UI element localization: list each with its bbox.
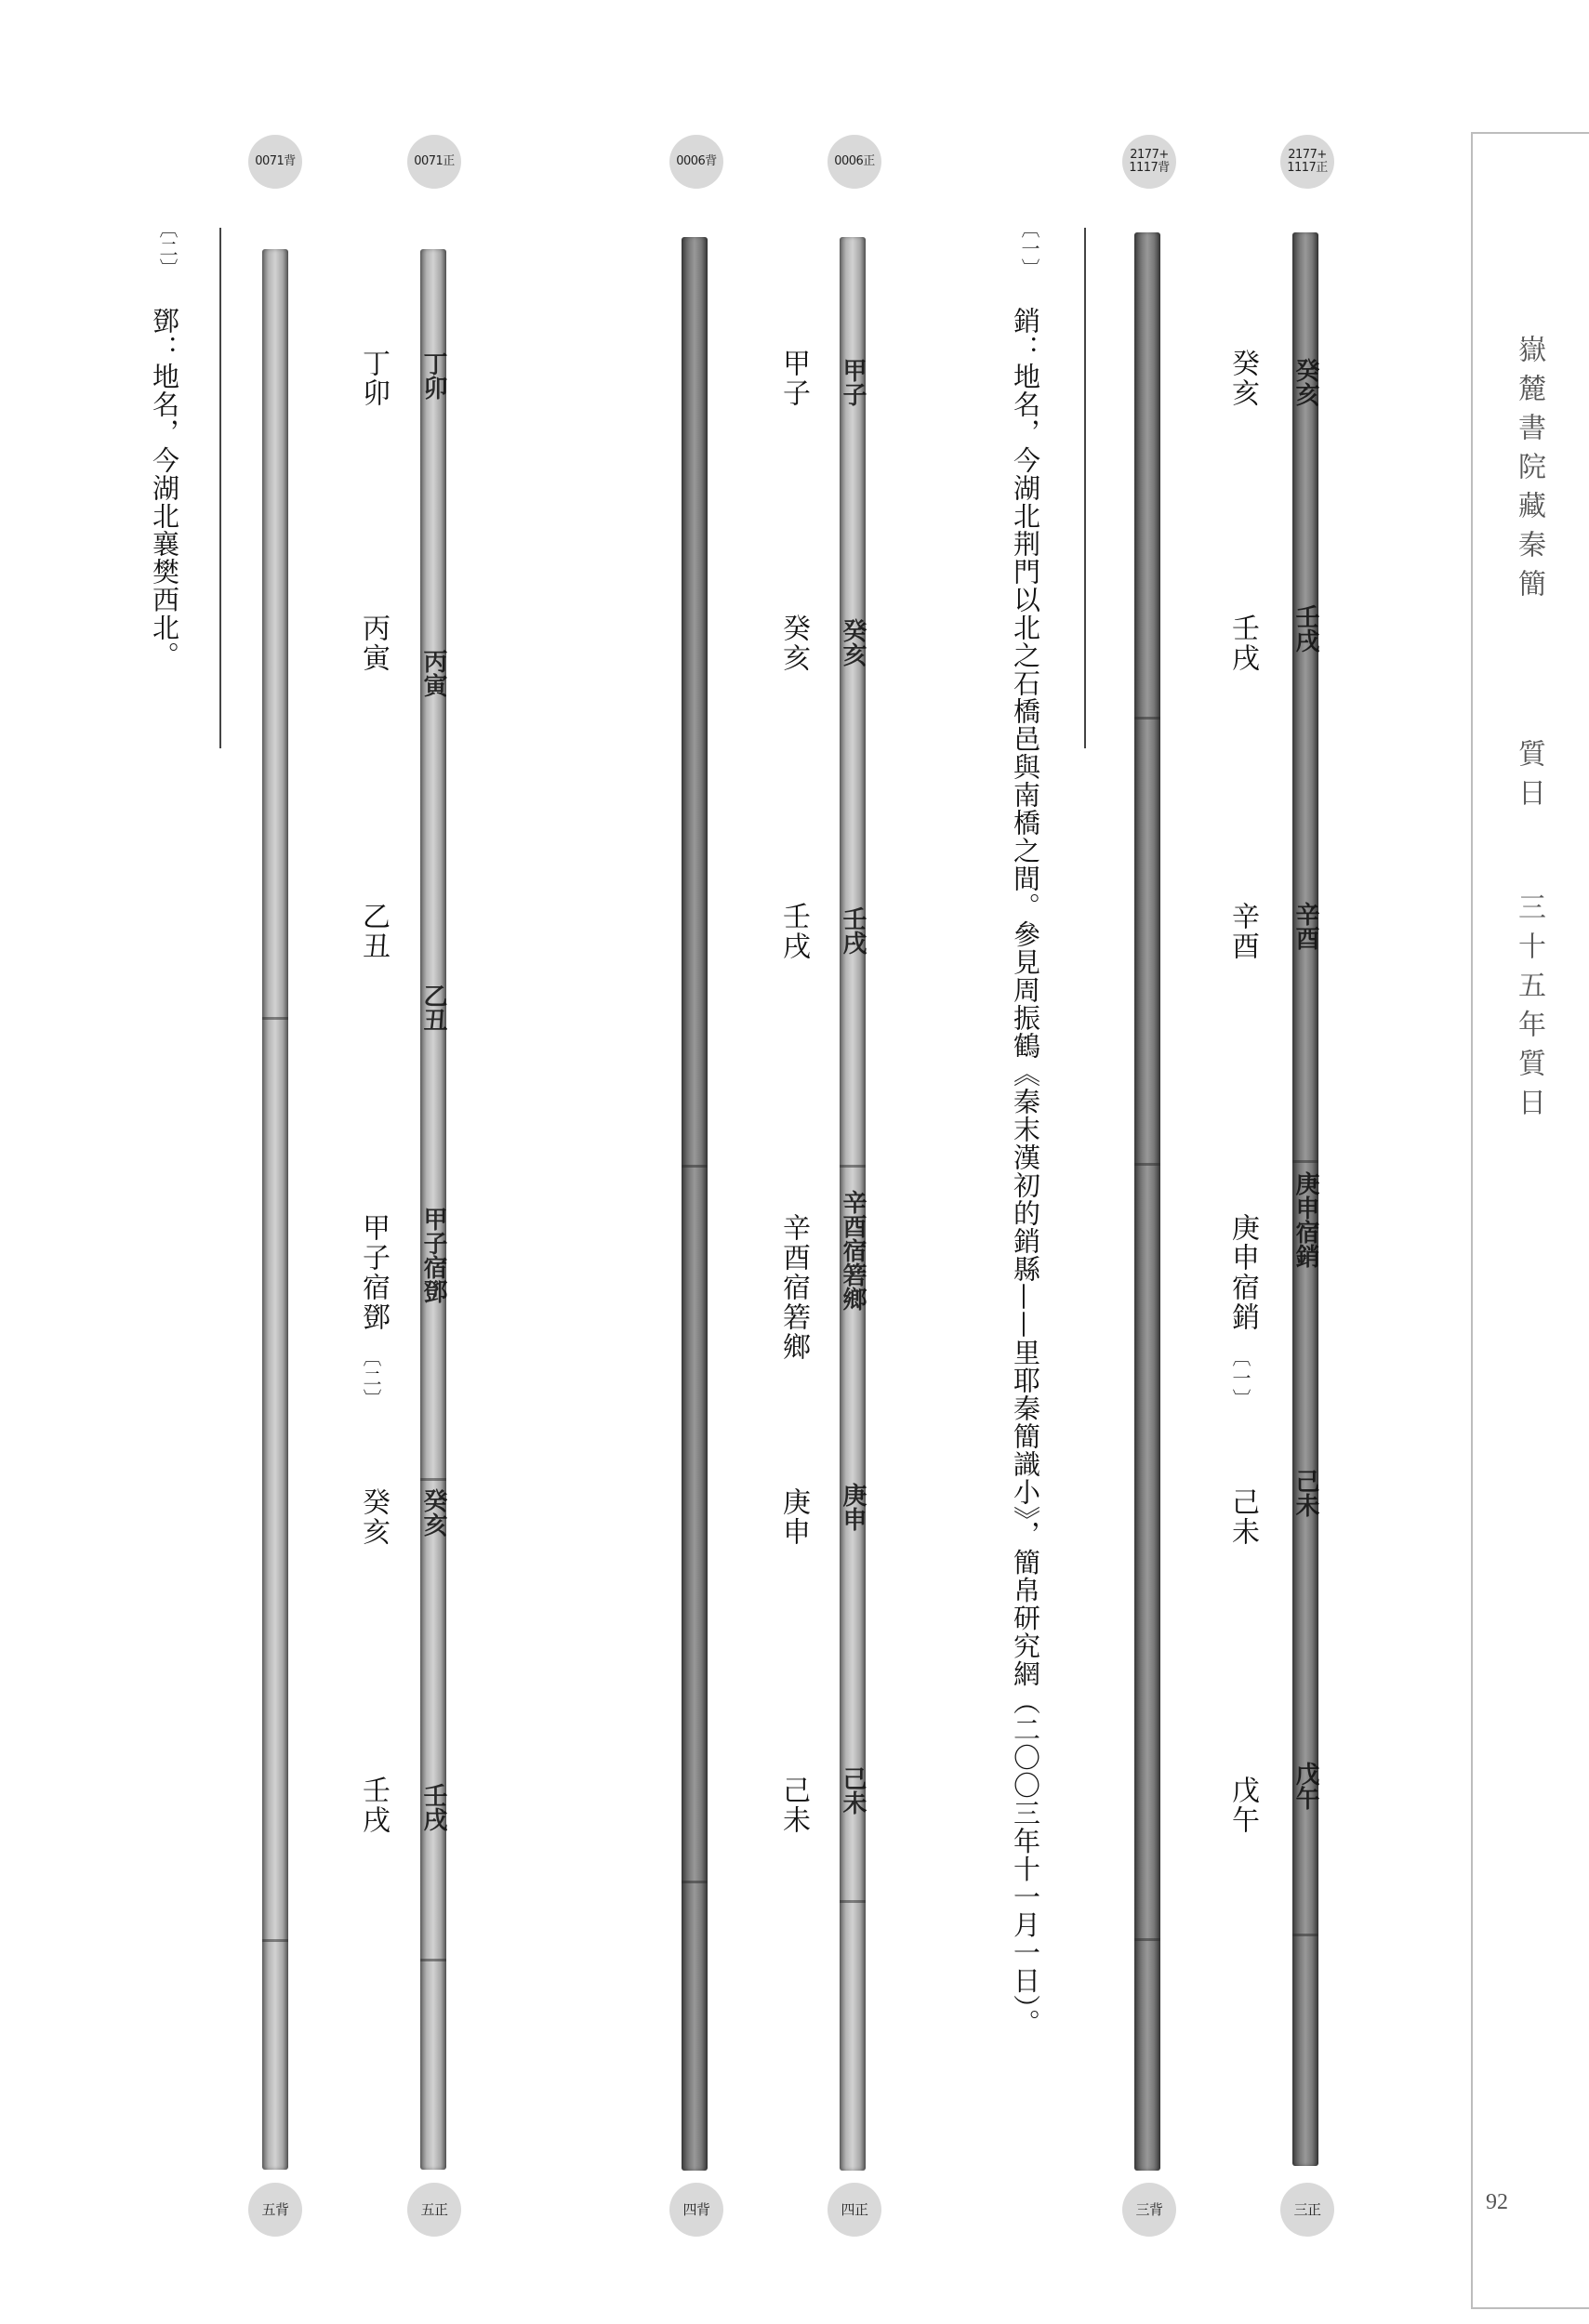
transcription-4-2: 癸亥 <box>777 614 810 673</box>
section-title: 質日 <box>1513 739 1545 817</box>
transcription-3-5: 己未 <box>1226 1487 1259 1547</box>
strip-label-0006-back: 0006背 <box>669 135 723 189</box>
transcription-4-1: 甲子 <box>777 349 810 408</box>
ink-glyphs-5-2: 丙寅 <box>419 649 447 697</box>
transcription-3-3: 辛酉 <box>1226 902 1259 961</box>
bamboo-strip-5-back <box>262 249 288 2170</box>
note-marker-2: 〔二〕 <box>360 1348 382 1409</box>
chapter-title: 三十五年質日 <box>1513 892 1545 1127</box>
strip-label-3-back: 三背 <box>1122 2183 1176 2237</box>
bamboo-strip-4-back <box>682 237 708 2171</box>
note-divider-1 <box>1084 228 1086 748</box>
strip-label-0006-front: 0006正 <box>828 135 881 189</box>
transcription-3-2: 壬戌 <box>1226 614 1259 673</box>
strip-label-5-front: 五正 <box>407 2183 461 2237</box>
ink-glyphs-5-5: 癸亥 <box>419 1488 447 1537</box>
strip-label-5-back: 五背 <box>248 2183 302 2237</box>
ink-glyphs-4-4: 辛酉宿箬鄉 <box>839 1190 867 1311</box>
transcription-3-1: 癸亥 <box>1226 349 1259 408</box>
ink-glyphs-4-5: 庚申 <box>839 1483 867 1531</box>
strip-label-3-front: 三正 <box>1280 2183 1334 2237</box>
strip-label-2177-front: 2177+ 1117正 <box>1280 135 1334 189</box>
footnote-1-marker: 〔一〕 <box>1018 219 1040 278</box>
transcription-5-2: 丙寅 <box>357 614 390 673</box>
footnote-2-marker: 〔二〕 <box>156 219 179 278</box>
ink-glyphs-4-3: 壬戌 <box>839 906 867 955</box>
ink-glyphs-3-2: 壬戌 <box>1291 604 1319 653</box>
transcription-5-1: 丁卯 <box>357 349 390 408</box>
ink-glyphs-4-1: 甲子 <box>839 358 867 406</box>
book-title: 嶽麓書院藏秦簡 <box>1513 335 1545 608</box>
bamboo-strip-4-front <box>840 237 866 2171</box>
ink-glyphs-4-6: 己未 <box>839 1766 867 1815</box>
footnote-2-text: 鄧：地名，今湖北襄樊西北。 <box>149 307 180 669</box>
transcription-5-6: 壬戌 <box>357 1776 390 1835</box>
transcription-4-6: 己未 <box>777 1776 810 1835</box>
note-divider-2 <box>219 228 221 748</box>
strip-label-2177-back: 2177+ 1117背 <box>1122 135 1176 189</box>
ink-glyphs-3-3: 辛酉 <box>1291 902 1319 950</box>
transcription-4-5: 庚申 <box>777 1487 810 1547</box>
transcription-3-4: 庚申宿銷 <box>1226 1213 1259 1332</box>
bamboo-strip-5-front <box>420 249 446 2170</box>
ink-glyphs-5-3: 乙丑 <box>419 984 447 1032</box>
page-number: 92 <box>1486 2190 1508 2214</box>
transcription-4-4: 辛酉宿箬鄉 <box>777 1213 810 1362</box>
bamboo-strip-3-front <box>1292 232 1318 2166</box>
ink-glyphs-3-1: 癸亥 <box>1291 358 1319 406</box>
ink-glyphs-5-6: 壬戌 <box>419 1783 447 1831</box>
transcription-5-4: 甲子宿鄧 <box>357 1213 390 1332</box>
ink-glyphs-5-4: 甲子宿鄧 <box>419 1207 447 1303</box>
ink-glyphs-5-1: 丁卯 <box>419 351 447 400</box>
transcription-5-5: 癸亥 <box>357 1487 390 1547</box>
transcription-3-6: 戊午 <box>1226 1776 1259 1835</box>
strip-label-0071-back: 0071背 <box>248 135 302 189</box>
transcription-4-3: 壬戌 <box>777 902 810 961</box>
ink-glyphs-3-6: 戊午 <box>1291 1762 1319 1810</box>
note-marker-1: 〔一〕 <box>1229 1348 1251 1409</box>
strip-label-0071-front: 0071正 <box>407 135 461 189</box>
ink-glyphs-3-5: 己未 <box>1291 1469 1319 1517</box>
strip-label-4-front: 四正 <box>828 2183 881 2237</box>
bamboo-strip-3-back <box>1134 232 1160 2171</box>
ink-glyphs-3-4: 庚申宿銷 <box>1291 1171 1319 1268</box>
footnote-1-text: 銷：地名，今湖北荆門以北之石橋邑與南橋之間。參見周振鶴《秦末漢初的銷縣——里耶秦簡識小》，簡帛研究網（二〇〇三年十一月一日）。 <box>1010 307 1041 2037</box>
transcription-5-3: 乙丑 <box>357 902 390 961</box>
ink-glyphs-4-2: 癸亥 <box>839 618 867 667</box>
strip-label-4-back: 四背 <box>669 2183 723 2237</box>
